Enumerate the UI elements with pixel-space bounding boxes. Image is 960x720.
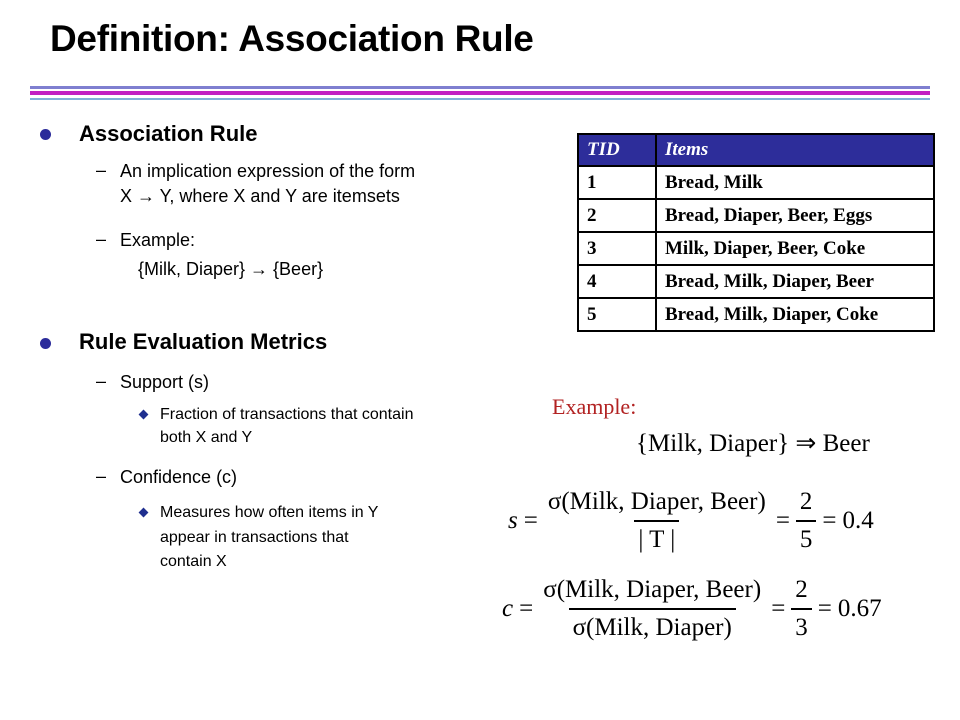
equals-sign: = — [817, 595, 832, 622]
dash-icon: – — [96, 229, 107, 249]
equals-sign: = — [523, 507, 538, 534]
confidence-fraction — [539, 576, 765, 642]
example-rule: {Milk, Diaper} → {Beer} — [138, 259, 324, 279]
cell-tid: 3 — [578, 232, 656, 265]
title-divider — [30, 86, 930, 102]
support-variable: s — [508, 507, 518, 534]
table-row — [578, 232, 934, 265]
confidence-detail-line-3: contain X — [160, 553, 227, 570]
cell-tid: 5 — [578, 298, 656, 331]
cell-tid: 4 — [578, 265, 656, 298]
confidence-numerator: σ(Milk, Diaper, Beer) — [543, 576, 762, 603]
cell-items: Bread, Milk — [656, 166, 934, 199]
confidence-result: 0.67 — [837, 595, 882, 622]
support-ratio — [796, 488, 817, 554]
table-row — [578, 298, 934, 331]
cell-items: Bread, Diaper, Beer, Eggs — [656, 199, 934, 232]
cell-items: Bread, Milk, Diaper, Coke — [656, 298, 934, 331]
example-label: Example: — [120, 230, 196, 250]
support-ratio-denominator: 5 — [796, 520, 817, 554]
cell-items: Bread, Milk, Diaper, Beer — [656, 265, 934, 298]
support-detail-line-2: both X and Y — [160, 429, 253, 446]
section-heading-metrics: Rule Evaluation Metrics — [79, 329, 328, 354]
divider-line-magenta — [30, 91, 930, 95]
cell-items: Milk, Diaper, Beer, Coke — [656, 232, 934, 265]
equals-sign: = — [519, 595, 534, 622]
bullet-icon — [40, 129, 51, 140]
confidence-equation — [502, 576, 882, 642]
support-ratio-numerator: 2 — [799, 488, 813, 515]
support-result: 0.4 — [842, 507, 874, 534]
example-rule-formula: {Milk, Diaper} ⇒ Beer — [636, 430, 870, 457]
transactions-table — [577, 133, 935, 332]
example-heading: Example: — [552, 394, 637, 419]
table-row — [578, 265, 934, 298]
confidence-ratio-numerator: 2 — [795, 576, 808, 603]
equals-sign: = — [771, 595, 786, 622]
support-label: Support (s) — [120, 372, 210, 392]
diamond-bullet-icon — [139, 410, 149, 420]
header-items: Items — [656, 134, 934, 166]
definition-line-1: An implication expression of the form — [120, 161, 416, 181]
confidence-detail-line-2: appear in transactions that — [160, 529, 349, 546]
divider-line-blue — [30, 86, 930, 89]
table-header-row — [578, 134, 934, 166]
support-denominator: | T | — [634, 520, 679, 554]
header-tid: TID — [578, 134, 656, 166]
dash-icon: – — [96, 160, 107, 180]
support-equation — [508, 488, 874, 554]
table-row — [578, 199, 934, 232]
slide-title: Definition: Association Rule — [50, 18, 534, 59]
confidence-detail-line-1: Measures how often items in Y — [160, 504, 379, 521]
equals-sign: = — [822, 507, 837, 534]
dash-icon: – — [96, 371, 107, 391]
confidence-variable: c — [502, 595, 514, 622]
support-numerator: σ(Milk, Diaper, Beer) — [547, 488, 766, 515]
confidence-ratio-denominator: 3 — [791, 608, 812, 642]
equals-sign: = — [775, 507, 790, 534]
diamond-bullet-icon — [139, 508, 149, 518]
cell-tid: 2 — [578, 199, 656, 232]
confidence-denominator: σ(Milk, Diaper) — [569, 608, 736, 642]
support-detail-line-1: Fraction of transactions that contain — [160, 406, 414, 423]
divider-line-lightblue — [30, 98, 930, 100]
table-row — [578, 166, 934, 199]
cell-tid: 1 — [578, 166, 656, 199]
confidence-ratio — [791, 576, 812, 642]
definition-line-2: X → Y, where X and Y are itemsets — [120, 186, 400, 206]
section-heading-association-rule: Association Rule — [79, 121, 258, 146]
bullet-icon — [40, 338, 51, 349]
support-fraction — [544, 488, 770, 554]
confidence-label: Confidence (c) — [120, 467, 238, 487]
dash-icon: – — [96, 466, 107, 486]
